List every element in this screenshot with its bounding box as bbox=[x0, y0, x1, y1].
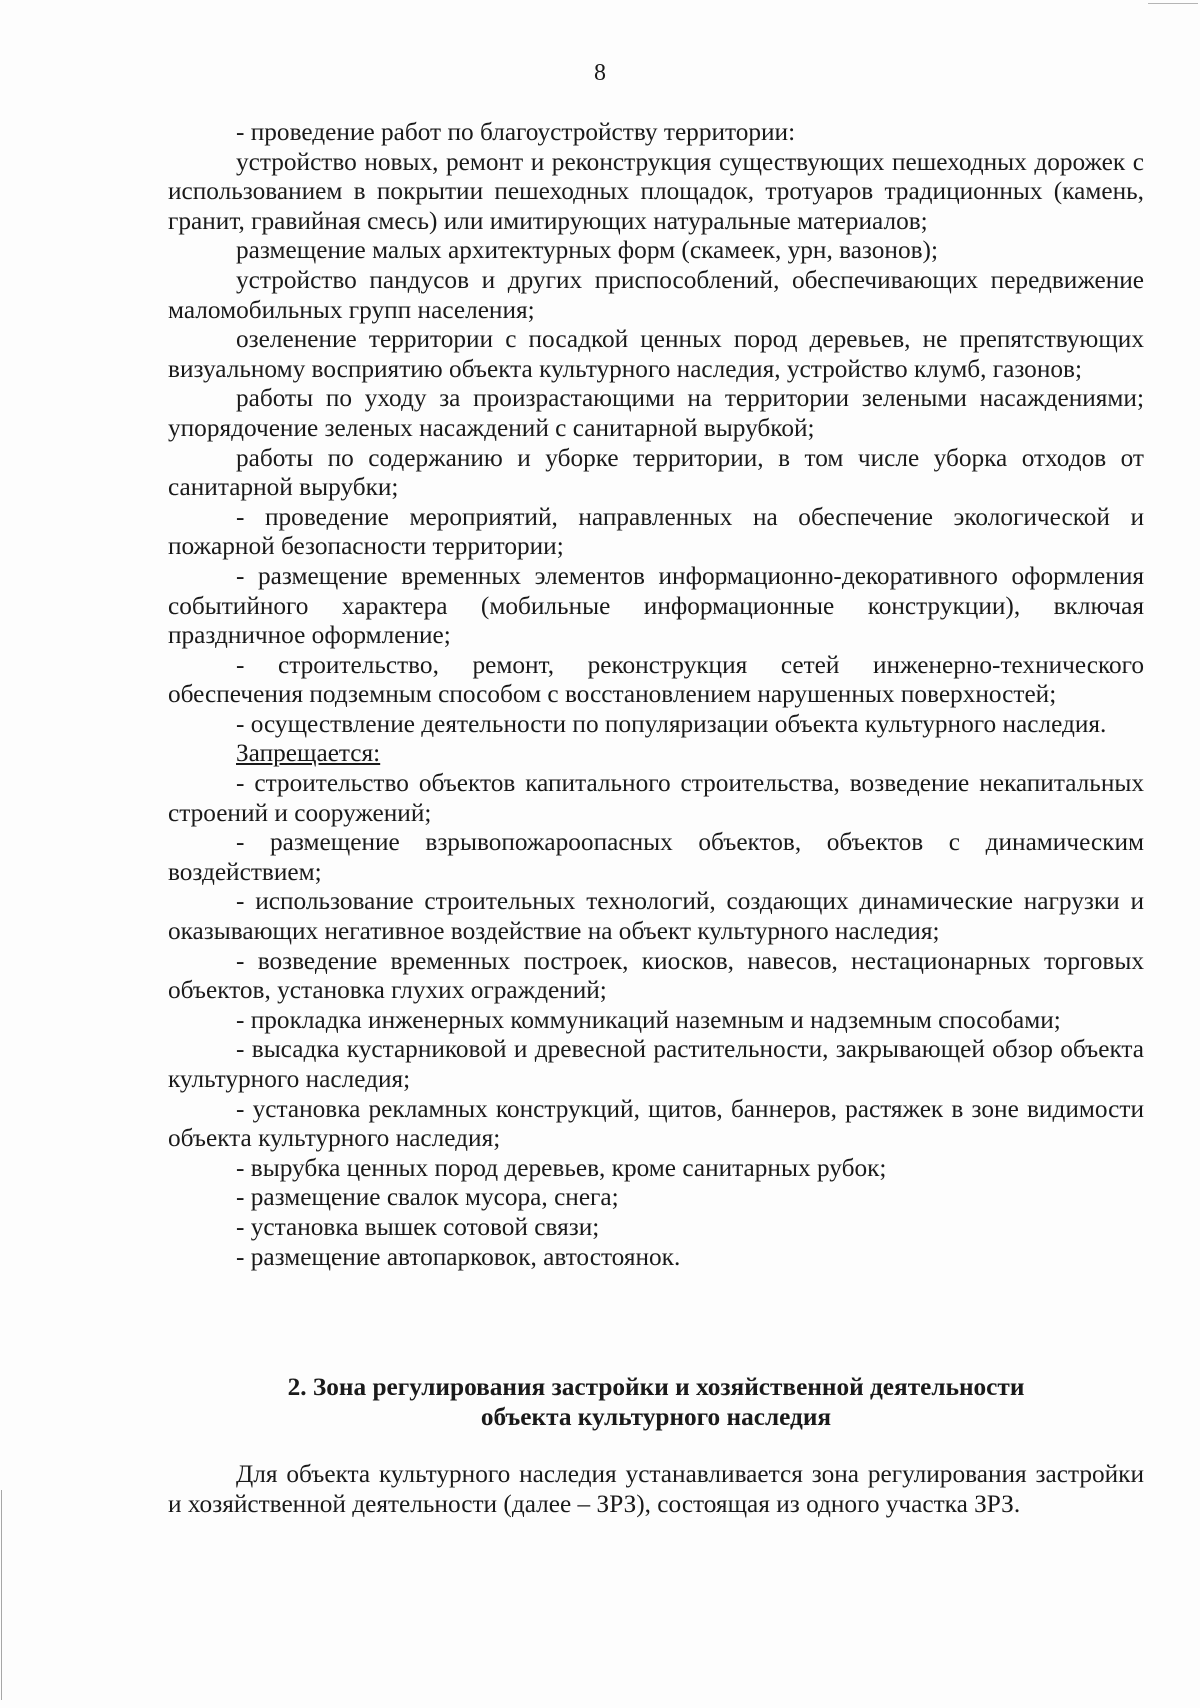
prohibited-item: - размещение взрывопожароопасных объектов, объектов с динамическим воздействием; bbox=[168, 828, 1144, 886]
paragraph: устройство новых, ремонт и реконструкция существующих пешеходных дорожек с использованием в покрытии пешеходных площадок, тротуаров традиционных (камень, гранит, гравийная смесь) или имитирующих натуральные материалов; bbox=[168, 147, 1144, 235]
prohibited-item: - размещение автопарковок, автостоянок. bbox=[236, 1242, 681, 1271]
paragraph: - строительство, ремонт, реконструкция сетей инженерно-технического обеспечения подземным способом с восстановлением нарушенных поверхностей; bbox=[168, 650, 1144, 709]
prohibited-item: - прокладка инженерных коммуникаций наземным и надземным способами; bbox=[236, 1005, 1061, 1034]
prohibited-item: - установка вышек сотовой связи; bbox=[236, 1212, 600, 1241]
paragraph: - размещение временных элементов информационно-декоративного оформления событийного характера (мобильные информационные конструкции), включая праздничное оформление; bbox=[168, 561, 1144, 650]
paragraph: озеленение территории с посадкой ценных пород деревьев, не препятствующих визуальному восприятию объекта культурного наследия, устройство клумб, газонов; bbox=[168, 325, 1144, 383]
prohibited-item: - строительство объектов капитального строительства, возведение некапитальных строений и сооружений; bbox=[168, 769, 1144, 827]
prohibited-title-row bbox=[168, 739, 1144, 769]
paragraph: - осуществление деятельности по популяризации объекта культурного наследия. bbox=[236, 709, 1107, 738]
paragraph: работы по содержанию и уборке территории, в том числе уборка отходов от санитарной вырубки; bbox=[168, 443, 1144, 502]
paragraph: - проведение мероприятий, направленных на обеспечение экологической и пожарной безопасности территории; bbox=[168, 502, 1144, 561]
closing-paragraph: Для объекта культурного наследия устанавливается зона регулирования застройки и хозяйственной деятельности (далее – ЗРЗ), состоящая из одного участка ЗРЗ. bbox=[168, 1460, 1144, 1518]
prohibited-title: Запрещается: bbox=[236, 739, 381, 768]
paragraph: размещение малых архитектурных форм (скамеек, урн, вазонов); bbox=[236, 236, 939, 265]
section-heading bbox=[168, 1372, 1144, 1432]
scan-edge-line bbox=[1, 1490, 2, 1700]
paragraph: устройство пандусов и других приспособлений, обеспечивающих передвижение маломобильных групп населения; bbox=[168, 265, 1144, 324]
document-body bbox=[168, 118, 1144, 1272]
closing-section bbox=[168, 1460, 1144, 1519]
prohibited-item: - возведение временных построек, киосков, навесов, нестационарных торговых объектов, установка глухих ограждений; bbox=[168, 946, 1144, 1005]
scan-edge-line bbox=[1148, 3, 1198, 4]
paragraph: - проведение работ по благоустройству территории: bbox=[236, 118, 796, 146]
prohibited-item: - высадка кустарниковой и древесной растительности, закрывающей обзор объекта культурного наследия; bbox=[168, 1035, 1144, 1093]
prohibited-item: - размещение свалок мусора, снега; bbox=[236, 1183, 619, 1212]
paragraph: работы по уходу за произрастающими на территории зелеными насаждениями; упорядочение зеленых насаждений с санитарной вырубкой; bbox=[168, 384, 1144, 442]
prohibited-item: - вырубка ценных пород деревьев, кроме санитарных рубок; bbox=[236, 1153, 887, 1182]
prohibited-item: - установка рекламных конструкций, щитов, баннеров, растяжек в зоне видимости объекта культурного наследия; bbox=[168, 1094, 1144, 1153]
page-number: 8 bbox=[594, 60, 606, 86]
prohibited-item: - использование строительных технологий, создающих динамические нагрузки и оказывающих негативное воздействие на объект культурного наследия; bbox=[168, 887, 1144, 946]
section-heading-line: 2. Зона регулирования застройки и хозяйственной деятельности bbox=[287, 1373, 1025, 1401]
section-heading-line: объекта культурного наследия bbox=[480, 1403, 832, 1431]
